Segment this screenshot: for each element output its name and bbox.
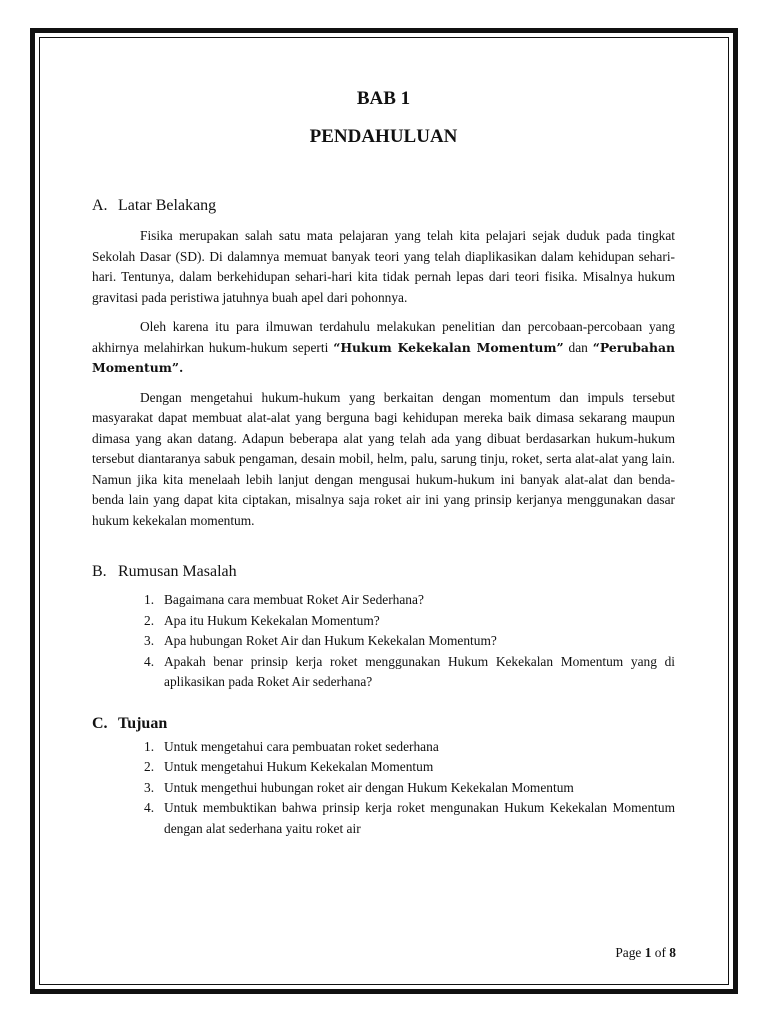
list-text: Apakah benar prinsip kerja roket menggunakan Hukum Kekekalan Momentum yang di aplikasikan pada Roket Air sederhana?: [164, 653, 675, 689]
chapter-title: PENDAHULUAN: [309, 126, 458, 147]
section-b-heading: [92, 561, 675, 583]
section-c-heading: [92, 713, 675, 735]
list-number: 3.: [144, 779, 155, 795]
list-number: 4.: [144, 800, 155, 815]
list-text: Bagaimana cara membuat Roket Air Sederhana?: [164, 592, 424, 607]
list-number: 4.: [144, 653, 155, 669]
list-text: Apa itu Hukum Kekekalan Momentum?: [164, 612, 380, 628]
section-a-heading: [92, 195, 675, 217]
list-number: 2.: [144, 759, 155, 774]
list-item: [144, 798, 675, 839]
paragraph-3: Dengan mengetahui hukum-hukum yang berkaitan dengan momentum dan impuls tersebut masyarakat dapat membuat alat-alat yang berguna bagi kehidupan mereka baik dimasa sekarang maupun dimasa yang akan datang. Adapun beberapa alat yang telah ada yang dibuat berdasarkan hukum-hukum tersebut diantaranya sabuk pengaman, desain mobil, helm, palu, sarung tinju, roket, serta alat-alat yang lain. Namun jika kita menelaah lebih lanjut dengan mengusai hukum-hukum ini banyak alat-alat dan benda-benda lain yang dapat kita ciptakan, misalnya saja roket air ini yang prinsip kerjanya menggunakan dasar hukum kekekalan momentum.: [92, 389, 675, 528]
term-perubahan-momentum: “Perubahan Momentum”.: [92, 339, 675, 375]
list-number: 3.: [144, 633, 155, 648]
list-text: Apa hubungan Roket Air dan Hukum Kekekalan Momentum?: [164, 633, 497, 648]
chapter-label: BAB 1: [356, 88, 411, 109]
list-item: [144, 590, 675, 611]
current-page-number: 1: [644, 945, 652, 960]
list-number: 1.: [144, 592, 155, 607]
paragraph-2-mid: dan: [563, 339, 593, 355]
list-item: [144, 737, 675, 758]
section-c-letter: C.: [92, 714, 108, 732]
list-item: [144, 611, 675, 632]
term-hukum-kekekalan-momentum: “Hukum Kekekalan Momentum”: [333, 339, 564, 355]
paragraph-1: Fisika merupakan salah satu mata pelajaran yang telah kita pelajari sejak duduk pada tingkat Sekolah Dasar (SD). Di dalamnya memuat banyak teori yang telah diaplikasikan dalam kehidupan sehari-hari. Tentunya, dalam berkehidupan sehari-hari kita tidak pernah lepas dari teori fisika. Misalnya hukum gravitasi pada peristiwa jatuhnya buah apel dari pohonnya.: [92, 228, 675, 305]
of-word: of: [654, 945, 666, 960]
list-number: 2.: [144, 612, 155, 628]
section-b-letter: B.: [92, 563, 107, 580]
list-item: [144, 652, 675, 693]
rumusan-masalah-list: [144, 590, 675, 693]
list-text: Untuk mengetahui Hukum Kekekalan Momentum: [164, 759, 434, 774]
list-item: [144, 757, 675, 778]
paragraph-2: [92, 317, 675, 379]
list-text: Untuk membuktikan bahwa prinsip kerja roket mengunakan Hukum Kekekalan Momentum dengan alat sederhana yaitu roket air: [164, 800, 675, 836]
document-body: [92, 82, 675, 839]
tujuan-list: [144, 737, 675, 840]
list-number: 1.: [144, 738, 155, 754]
paragraph-2-start: Oleh karena itu para ilmuwan terdahulu melakukan penelitian dan percobaan-percobaan yang akhirnya melahirkan hukum-hukum seperti: [92, 319, 675, 355]
page-footer: [615, 945, 676, 961]
list-item: [144, 778, 675, 799]
section-c-title: Tujuan: [118, 714, 168, 732]
total-page-count: 8: [669, 945, 676, 960]
section-a-title: Latar Belakang: [118, 197, 217, 214]
section-a-letter: A.: [92, 197, 108, 214]
page-word: Page: [615, 945, 642, 960]
list-item: [144, 631, 675, 652]
section-b-title: Rumusan Masalah: [118, 563, 237, 580]
list-text: Untuk mengetahui cara pembuatan roket sederhana: [164, 738, 439, 754]
list-text: Untuk mengethui hubungan roket air dengan Hukum Kekekalan Momentum: [164, 779, 574, 795]
